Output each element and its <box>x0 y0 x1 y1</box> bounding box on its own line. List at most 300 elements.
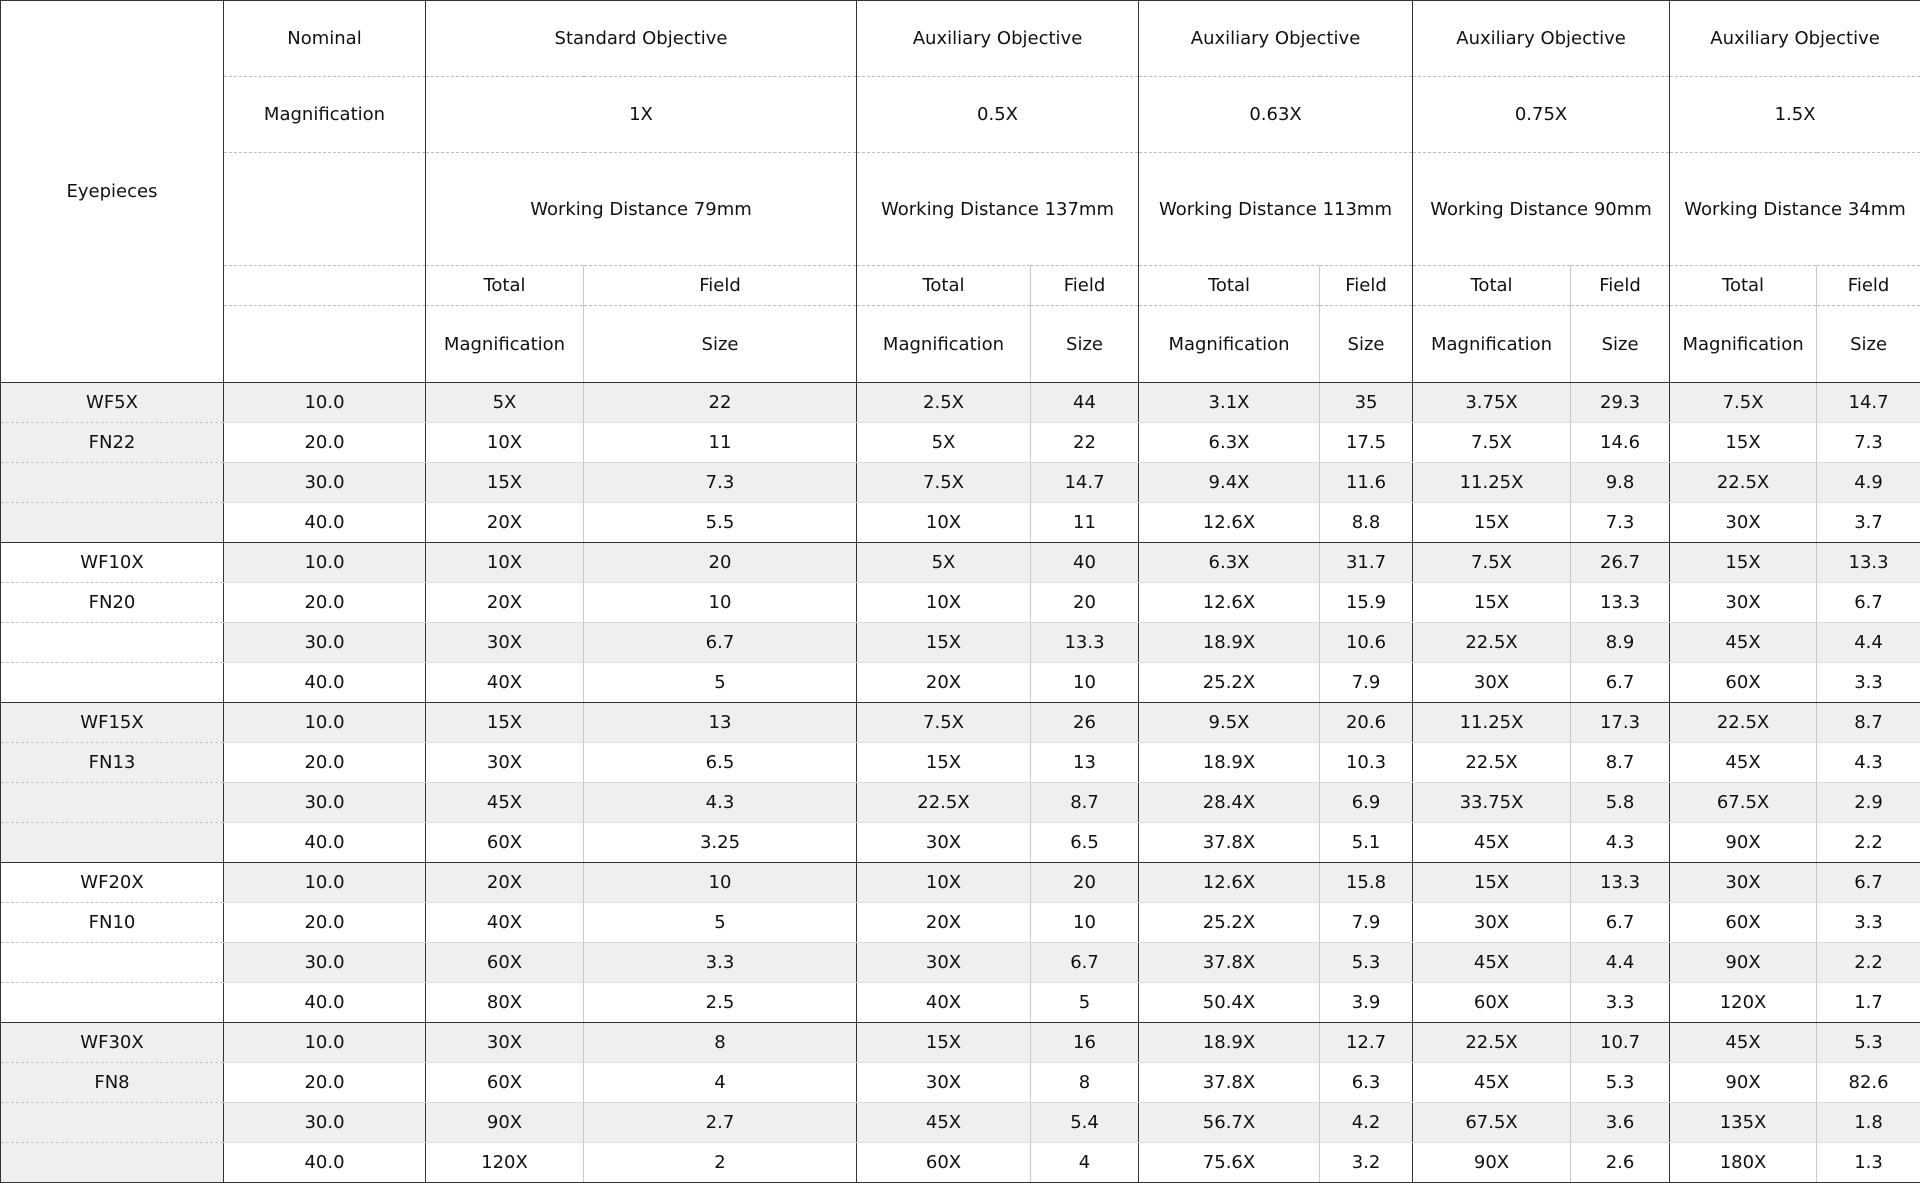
total-mag-cell: 20X <box>426 583 584 623</box>
total-mag-cell: 15X <box>857 743 1031 783</box>
field-size-cell: 6.9 <box>1320 783 1413 823</box>
field-size-cell: 6.3 <box>1320 1063 1413 1103</box>
field-size-cell: 13.3 <box>1571 583 1670 623</box>
objective-2-mag: 0.5X <box>857 77 1139 153</box>
total-mag-cell: 90X <box>1670 943 1817 983</box>
eyepiece-blank <box>1 623 224 663</box>
total-mag-cell: 22.5X <box>1670 463 1817 503</box>
total-mag-cell: 7.5X <box>1413 423 1571 463</box>
total-mag-cell: 10X <box>426 543 584 583</box>
table-row <box>1 863 1920 903</box>
objective-1-mag: 1X <box>426 77 857 153</box>
nominal-cell: 10.0 <box>224 543 426 583</box>
eyepiece-name: WF15X <box>1 703 224 743</box>
field-size-cell: 4.9 <box>1817 463 1920 503</box>
field-size-cell: 4.4 <box>1817 623 1920 663</box>
field-size-cell: 6.5 <box>1031 823 1139 863</box>
total-mag-cell: 20X <box>857 663 1031 703</box>
field-size-cell: 40 <box>1031 543 1139 583</box>
field-size-cell: 14.6 <box>1571 423 1670 463</box>
field-size-cell: 4 <box>584 1063 857 1103</box>
eyepiece-blank <box>1 503 224 543</box>
nominal-cell: 40.0 <box>224 823 426 863</box>
field-size-cell: 10 <box>1031 903 1139 943</box>
nominal-cell: 40.0 <box>224 983 426 1023</box>
field-size-cell: 82.6 <box>1817 1063 1920 1103</box>
table-row <box>1 1143 1920 1183</box>
field-header: Field <box>584 266 857 306</box>
total-mag-cell: 45X <box>857 1103 1031 1143</box>
field-size-cell: 5.4 <box>1031 1103 1139 1143</box>
nominal-cell: 20.0 <box>224 743 426 783</box>
total-mag-cell: 30X <box>426 743 584 783</box>
table-row <box>1 743 1920 783</box>
header-row-total-field <box>1 266 1920 306</box>
field-size-cell: 13.3 <box>1571 863 1670 903</box>
field-size-cell: 2.2 <box>1817 823 1920 863</box>
field-size-cell: 4.2 <box>1320 1103 1413 1143</box>
field-size-cell: 10.6 <box>1320 623 1413 663</box>
magnification-subheader: Magnification <box>426 306 584 383</box>
total-mag-cell: 30X <box>1413 903 1571 943</box>
nominal-cell: 30.0 <box>224 1103 426 1143</box>
table-row <box>1 503 1920 543</box>
field-size-cell: 11.6 <box>1320 463 1413 503</box>
total-mag-cell: 60X <box>857 1143 1031 1183</box>
total-mag-cell: 22.5X <box>1670 703 1817 743</box>
nominal-cell: 10.0 <box>224 703 426 743</box>
total-mag-cell: 45X <box>426 783 584 823</box>
field-size-cell: 15.8 <box>1320 863 1413 903</box>
field-size-cell: 13 <box>1031 743 1139 783</box>
total-mag-cell: 28.4X <box>1139 783 1320 823</box>
total-mag-cell: 30X <box>1413 663 1571 703</box>
field-size-cell: 20 <box>1031 583 1139 623</box>
total-mag-cell: 15X <box>1413 503 1571 543</box>
field-size-cell: 5.3 <box>1817 1023 1920 1063</box>
field-size-cell: 5.5 <box>584 503 857 543</box>
field-size-cell: 4.3 <box>584 783 857 823</box>
field-size-cell: 17.3 <box>1571 703 1670 743</box>
field-size-cell: 8.7 <box>1817 703 1920 743</box>
nominal-cell: 30.0 <box>224 783 426 823</box>
field-size-cell: 7.9 <box>1320 663 1413 703</box>
nominal-cell: 10.0 <box>224 383 426 423</box>
field-size-cell: 8.9 <box>1571 623 1670 663</box>
nominal-cell: 30.0 <box>224 623 426 663</box>
total-mag-cell: 6.3X <box>1139 423 1320 463</box>
field-size-cell: 20 <box>584 543 857 583</box>
field-size-cell: 15.9 <box>1320 583 1413 623</box>
table-row <box>1 463 1920 503</box>
field-size-cell: 6.7 <box>584 623 857 663</box>
total-mag-cell: 33.75X <box>1413 783 1571 823</box>
total-mag-cell: 30X <box>426 623 584 663</box>
size-subheader: Size <box>1817 306 1920 383</box>
total-mag-cell: 15X <box>1413 863 1571 903</box>
eyepiece-name: WF30X <box>1 1023 224 1063</box>
field-size-cell: 13.3 <box>1817 543 1920 583</box>
eyepiece-blank <box>1 783 224 823</box>
total-mag-cell: 45X <box>1413 1063 1571 1103</box>
total-mag-cell: 56.7X <box>1139 1103 1320 1143</box>
nominal-blank <box>224 306 426 383</box>
field-size-cell: 10.3 <box>1320 743 1413 783</box>
nominal-cell: 10.0 <box>224 863 426 903</box>
field-size-cell: 5.3 <box>1320 943 1413 983</box>
table-row <box>1 383 1920 423</box>
total-header: Total <box>1670 266 1817 306</box>
field-size-cell: 20 <box>1031 863 1139 903</box>
table-row <box>1 623 1920 663</box>
total-mag-cell: 10X <box>857 503 1031 543</box>
total-mag-cell: 25.2X <box>1139 663 1320 703</box>
field-size-cell: 2.2 <box>1817 943 1920 983</box>
field-size-cell: 4.4 <box>1571 943 1670 983</box>
field-size-cell: 8.8 <box>1320 503 1413 543</box>
table-row <box>1 823 1920 863</box>
table-row <box>1 1103 1920 1143</box>
total-mag-cell: 22.5X <box>1413 743 1571 783</box>
total-mag-cell: 18.9X <box>1139 623 1320 663</box>
objective-3-name: Auxiliary Objective <box>1139 1 1413 77</box>
total-mag-cell: 10X <box>426 423 584 463</box>
total-mag-cell: 22.5X <box>1413 1023 1571 1063</box>
table-row <box>1 783 1920 823</box>
total-header: Total <box>426 266 584 306</box>
field-size-cell: 8.7 <box>1031 783 1139 823</box>
total-mag-cell: 9.4X <box>1139 463 1320 503</box>
field-size-cell: 3.3 <box>584 943 857 983</box>
table-row <box>1 543 1920 583</box>
total-mag-cell: 90X <box>1670 823 1817 863</box>
total-mag-cell: 15X <box>426 463 584 503</box>
field-size-cell: 6.7 <box>1817 863 1920 903</box>
total-mag-cell: 30X <box>426 1023 584 1063</box>
field-size-cell: 7.3 <box>1571 503 1670 543</box>
objective-2-wd: Working Distance 137mm <box>857 153 1139 266</box>
total-mag-cell: 60X <box>1670 663 1817 703</box>
field-size-cell: 17.5 <box>1320 423 1413 463</box>
total-mag-cell: 50.4X <box>1139 983 1320 1023</box>
field-size-cell: 7.3 <box>1817 423 1920 463</box>
field-size-cell: 3.9 <box>1320 983 1413 1023</box>
field-size-cell: 13 <box>584 703 857 743</box>
field-size-cell: 26 <box>1031 703 1139 743</box>
total-mag-cell: 7.5X <box>857 463 1031 503</box>
nominal-cell: 20.0 <box>224 583 426 623</box>
field-size-cell: 29.3 <box>1571 383 1670 423</box>
magnification-header: Magnification <box>224 77 426 153</box>
header-row-working-distance <box>1 153 1920 266</box>
objective-4-wd: Working Distance 90mm <box>1413 153 1670 266</box>
total-mag-cell: 40X <box>426 903 584 943</box>
eyepiece-blank <box>1 1143 224 1183</box>
field-size-cell: 11 <box>1031 503 1139 543</box>
field-size-cell: 10 <box>584 583 857 623</box>
eyepiece-field-number: FN22 <box>1 423 224 463</box>
magnification-subheader: Magnification <box>1670 306 1817 383</box>
total-mag-cell: 37.8X <box>1139 1063 1320 1103</box>
field-size-cell: 1.8 <box>1817 1103 1920 1143</box>
field-size-cell: 8.7 <box>1571 743 1670 783</box>
total-header: Total <box>1139 266 1320 306</box>
field-size-cell: 8 <box>584 1023 857 1063</box>
total-mag-cell: 30X <box>857 823 1031 863</box>
total-mag-cell: 60X <box>1670 903 1817 943</box>
field-size-cell: 5.8 <box>1571 783 1670 823</box>
total-mag-cell: 30X <box>1670 503 1817 543</box>
field-size-cell: 2.9 <box>1817 783 1920 823</box>
size-subheader: Size <box>584 306 857 383</box>
total-mag-cell: 3.75X <box>1413 383 1571 423</box>
objective-4-mag: 0.75X <box>1413 77 1670 153</box>
total-mag-cell: 20X <box>857 903 1031 943</box>
total-mag-cell: 67.5X <box>1413 1103 1571 1143</box>
total-mag-cell: 45X <box>1413 823 1571 863</box>
total-mag-cell: 25.2X <box>1139 903 1320 943</box>
total-mag-cell: 37.8X <box>1139 823 1320 863</box>
total-mag-cell: 20X <box>426 863 584 903</box>
total-mag-cell: 60X <box>426 943 584 983</box>
field-size-cell: 5.3 <box>1571 1063 1670 1103</box>
total-mag-cell: 12.6X <box>1139 863 1320 903</box>
eyepiece-field-number: FN20 <box>1 583 224 623</box>
table-row <box>1 423 1920 463</box>
nominal-cell: 40.0 <box>224 1143 426 1183</box>
size-subheader: Size <box>1571 306 1670 383</box>
nominal-blank <box>224 266 426 306</box>
total-mag-cell: 40X <box>426 663 584 703</box>
total-mag-cell: 120X <box>426 1143 584 1183</box>
total-mag-cell: 15X <box>1413 583 1571 623</box>
total-mag-cell: 60X <box>426 823 584 863</box>
total-mag-cell: 80X <box>426 983 584 1023</box>
objective-2-name: Auxiliary Objective <box>857 1 1139 77</box>
field-size-cell: 16 <box>1031 1023 1139 1063</box>
total-mag-cell: 10X <box>857 863 1031 903</box>
total-mag-cell: 5X <box>426 383 584 423</box>
table-row <box>1 1063 1920 1103</box>
field-size-cell: 1.3 <box>1817 1143 1920 1183</box>
total-mag-cell: 11.25X <box>1413 463 1571 503</box>
total-mag-cell: 9.5X <box>1139 703 1320 743</box>
field-size-cell: 10 <box>584 863 857 903</box>
nominal-cell: 40.0 <box>224 663 426 703</box>
total-mag-cell: 135X <box>1670 1103 1817 1143</box>
objective-5-mag: 1.5X <box>1670 77 1920 153</box>
table-row <box>1 703 1920 743</box>
field-size-cell: 3.6 <box>1571 1103 1670 1143</box>
total-mag-cell: 11.25X <box>1413 703 1571 743</box>
total-mag-cell: 90X <box>1413 1143 1571 1183</box>
total-mag-cell: 7.5X <box>1413 543 1571 583</box>
field-size-cell: 35 <box>1320 383 1413 423</box>
field-size-cell: 8 <box>1031 1063 1139 1103</box>
table-row <box>1 903 1920 943</box>
total-mag-cell: 90X <box>426 1103 584 1143</box>
magnification-subheader: Magnification <box>857 306 1031 383</box>
objective-4-name: Auxiliary Objective <box>1413 1 1670 77</box>
total-mag-cell: 120X <box>1670 983 1817 1023</box>
field-size-cell: 14.7 <box>1817 383 1920 423</box>
eyepiece-blank <box>1 983 224 1023</box>
field-size-cell: 2.7 <box>584 1103 857 1143</box>
magnification-subheader: Magnification <box>1139 306 1320 383</box>
total-mag-cell: 37.8X <box>1139 943 1320 983</box>
field-size-cell: 9.8 <box>1571 463 1670 503</box>
table-row <box>1 583 1920 623</box>
field-size-cell: 6.7 <box>1817 583 1920 623</box>
objective-3-wd: Working Distance 113mm <box>1139 153 1413 266</box>
nominal-blank <box>224 153 426 266</box>
field-size-cell: 5.1 <box>1320 823 1413 863</box>
total-mag-cell: 3.1X <box>1139 383 1320 423</box>
objective-5-wd: Working Distance 34mm <box>1670 153 1920 266</box>
field-size-cell: 5 <box>584 903 857 943</box>
total-mag-cell: 75.6X <box>1139 1143 1320 1183</box>
header-row-mag-size <box>1 306 1920 383</box>
field-size-cell: 22 <box>1031 423 1139 463</box>
eyepiece-blank <box>1 823 224 863</box>
nominal-cell: 40.0 <box>224 503 426 543</box>
field-size-cell: 2 <box>584 1143 857 1183</box>
field-size-cell: 14.7 <box>1031 463 1139 503</box>
field-size-cell: 12.7 <box>1320 1023 1413 1063</box>
eyepieces-header: Eyepieces <box>1 1 224 383</box>
total-mag-cell: 15X <box>1670 423 1817 463</box>
nominal-cell: 20.0 <box>224 423 426 463</box>
total-mag-cell: 5X <box>857 543 1031 583</box>
total-mag-cell: 30X <box>857 943 1031 983</box>
field-size-cell: 20.6 <box>1320 703 1413 743</box>
objective-1-name: Standard Objective <box>426 1 857 77</box>
total-mag-cell: 15X <box>426 703 584 743</box>
nominal-cell: 30.0 <box>224 463 426 503</box>
field-size-cell: 3.3 <box>1571 983 1670 1023</box>
field-header: Field <box>1817 266 1920 306</box>
total-mag-cell: 180X <box>1670 1143 1817 1183</box>
size-subheader: Size <box>1031 306 1139 383</box>
eyepiece-name: WF20X <box>1 863 224 903</box>
field-size-cell: 1.7 <box>1817 983 1920 1023</box>
field-size-cell: 5 <box>1031 983 1139 1023</box>
eyepiece-blank <box>1 463 224 503</box>
objective-5-name: Auxiliary Objective <box>1670 1 1920 77</box>
field-size-cell: 3.2 <box>1320 1143 1413 1183</box>
total-mag-cell: 22.5X <box>1413 623 1571 663</box>
nominal-header: Nominal <box>224 1 426 77</box>
field-size-cell: 6.7 <box>1031 943 1139 983</box>
field-size-cell: 7.9 <box>1320 903 1413 943</box>
total-header: Total <box>857 266 1031 306</box>
eyepiece-field-number: FN13 <box>1 743 224 783</box>
objective-1-wd: Working Distance 79mm <box>426 153 857 266</box>
magnification-subheader: Magnification <box>1413 306 1571 383</box>
field-header: Field <box>1031 266 1139 306</box>
field-size-cell: 31.7 <box>1320 543 1413 583</box>
field-size-cell: 3.7 <box>1817 503 1920 543</box>
eyepiece-blank <box>1 1103 224 1143</box>
field-size-cell: 3.3 <box>1817 903 1920 943</box>
total-mag-cell: 20X <box>426 503 584 543</box>
objective-3-mag: 0.63X <box>1139 77 1413 153</box>
total-mag-cell: 12.6X <box>1139 583 1320 623</box>
field-size-cell: 6.7 <box>1571 903 1670 943</box>
field-size-cell: 11 <box>584 423 857 463</box>
eyepiece-field-number: FN8 <box>1 1063 224 1103</box>
field-size-cell: 10 <box>1031 663 1139 703</box>
total-mag-cell: 45X <box>1670 623 1817 663</box>
total-mag-cell: 40X <box>857 983 1031 1023</box>
field-size-cell: 13.3 <box>1031 623 1139 663</box>
field-size-cell: 6.7 <box>1571 663 1670 703</box>
total-mag-cell: 30X <box>1670 863 1817 903</box>
table-row <box>1 663 1920 703</box>
field-size-cell: 6.5 <box>584 743 857 783</box>
total-mag-cell: 30X <box>857 1063 1031 1103</box>
nominal-cell: 30.0 <box>224 943 426 983</box>
total-mag-cell: 6.3X <box>1139 543 1320 583</box>
field-size-cell: 2.6 <box>1571 1143 1670 1183</box>
eyepiece-blank <box>1 663 224 703</box>
total-mag-cell: 90X <box>1670 1063 1817 1103</box>
header-row-objective-mag <box>1 77 1920 153</box>
total-mag-cell: 45X <box>1670 743 1817 783</box>
field-size-cell: 3.3 <box>1817 663 1920 703</box>
field-size-cell: 5 <box>584 663 857 703</box>
table-row <box>1 1023 1920 1063</box>
nominal-cell: 20.0 <box>224 1063 426 1103</box>
total-mag-cell: 22.5X <box>857 783 1031 823</box>
field-size-cell: 4 <box>1031 1143 1139 1183</box>
field-size-cell: 4.3 <box>1817 743 1920 783</box>
eyepiece-name: WF5X <box>1 383 224 423</box>
total-header: Total <box>1413 266 1571 306</box>
total-mag-cell: 67.5X <box>1670 783 1817 823</box>
eyepiece-name: WF10X <box>1 543 224 583</box>
field-size-cell: 2.5 <box>584 983 857 1023</box>
total-mag-cell: 60X <box>426 1063 584 1103</box>
total-mag-cell: 30X <box>1670 583 1817 623</box>
field-size-cell: 44 <box>1031 383 1139 423</box>
total-mag-cell: 45X <box>1413 943 1571 983</box>
field-size-cell: 10.7 <box>1571 1023 1670 1063</box>
total-mag-cell: 15X <box>1670 543 1817 583</box>
field-size-cell: 4.3 <box>1571 823 1670 863</box>
total-mag-cell: 2.5X <box>857 383 1031 423</box>
table-row <box>1 943 1920 983</box>
field-size-cell: 7.3 <box>584 463 857 503</box>
field-size-cell: 22 <box>584 383 857 423</box>
header-row-objective-name <box>1 1 1920 77</box>
nominal-cell: 10.0 <box>224 1023 426 1063</box>
eyepiece-field-number: FN10 <box>1 903 224 943</box>
total-mag-cell: 5X <box>857 423 1031 463</box>
total-mag-cell: 7.5X <box>1670 383 1817 423</box>
field-size-cell: 26.7 <box>1571 543 1670 583</box>
total-mag-cell: 15X <box>857 623 1031 663</box>
total-mag-cell: 12.6X <box>1139 503 1320 543</box>
total-mag-cell: 7.5X <box>857 703 1031 743</box>
total-mag-cell: 18.9X <box>1139 743 1320 783</box>
total-mag-cell: 45X <box>1670 1023 1817 1063</box>
nominal-cell: 20.0 <box>224 903 426 943</box>
total-mag-cell: 18.9X <box>1139 1023 1320 1063</box>
field-header: Field <box>1571 266 1670 306</box>
size-subheader: Size <box>1320 306 1413 383</box>
eyepiece-blank <box>1 943 224 983</box>
